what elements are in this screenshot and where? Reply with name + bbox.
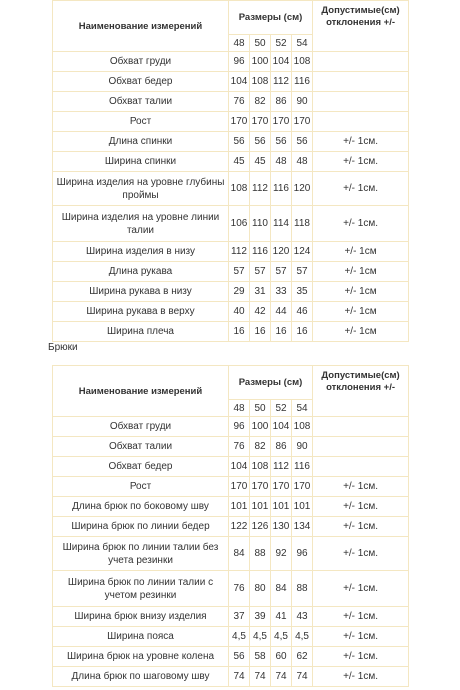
tolerance-value: +/- 1см. bbox=[313, 172, 409, 206]
size-value: 76 bbox=[229, 437, 250, 457]
size-value: 110 bbox=[250, 206, 271, 242]
size-value: 112 bbox=[271, 72, 292, 92]
size-value: 170 bbox=[292, 112, 313, 132]
size-value: 118 bbox=[292, 206, 313, 242]
measurement-name: Длина брюк по боковому шву bbox=[53, 497, 229, 517]
shirt-size-table bbox=[52, 0, 409, 342]
table-row bbox=[53, 132, 409, 152]
size-value: 104 bbox=[271, 52, 292, 72]
size-value: 48 bbox=[292, 152, 313, 172]
size-value: 40 bbox=[229, 302, 250, 322]
size-value: 16 bbox=[229, 322, 250, 342]
pants-size-table bbox=[52, 365, 409, 687]
measurement-name: Ширина рукава в верху bbox=[53, 302, 229, 322]
tolerance-value bbox=[313, 72, 409, 92]
table-row bbox=[53, 206, 409, 242]
size-value: 101 bbox=[292, 497, 313, 517]
measurement-name: Обхват бедер bbox=[53, 457, 229, 477]
table-row bbox=[53, 417, 409, 437]
size-value: 96 bbox=[229, 417, 250, 437]
size-value: 96 bbox=[292, 537, 313, 571]
table-row bbox=[53, 607, 409, 627]
size-value: 112 bbox=[271, 457, 292, 477]
size-column-header: 48 bbox=[229, 400, 250, 417]
size-value: 84 bbox=[229, 537, 250, 571]
size-value: 16 bbox=[271, 322, 292, 342]
measurement-name: Ширина брюк по линии талии с учетом резинки bbox=[53, 571, 229, 607]
table-row bbox=[53, 282, 409, 302]
size-value: 41 bbox=[271, 607, 292, 627]
measurement-name: Ширина изделия в низу bbox=[53, 242, 229, 262]
tolerance-value: +/- 1см. bbox=[313, 627, 409, 647]
size-value: 80 bbox=[250, 571, 271, 607]
size-value: 92 bbox=[271, 537, 292, 571]
tolerance-value bbox=[313, 52, 409, 72]
size-value: 46 bbox=[292, 302, 313, 322]
table-row bbox=[53, 647, 409, 667]
measurement-name: Обхват груди bbox=[53, 52, 229, 72]
measurement-name: Ширина брюк внизу изделия bbox=[53, 607, 229, 627]
size-value: 170 bbox=[229, 477, 250, 497]
tolerance-value: +/- 1см bbox=[313, 322, 409, 342]
measurement-name: Рост bbox=[53, 477, 229, 497]
measurement-name: Ширина плеча bbox=[53, 322, 229, 342]
tolerance-value bbox=[313, 92, 409, 112]
size-value: 45 bbox=[250, 152, 271, 172]
tolerance-value: +/- 1см bbox=[313, 282, 409, 302]
table-row bbox=[53, 172, 409, 206]
column-header-sizes: Размеры (см) bbox=[229, 1, 313, 35]
size-value: 116 bbox=[292, 72, 313, 92]
size-value: 4,5 bbox=[229, 627, 250, 647]
table-row bbox=[53, 52, 409, 72]
size-value: 48 bbox=[271, 152, 292, 172]
size-value: 108 bbox=[292, 417, 313, 437]
tolerance-value bbox=[313, 112, 409, 132]
measurement-name: Ширина изделия на уровне глубины проймы bbox=[53, 172, 229, 206]
size-value: 74 bbox=[250, 667, 271, 687]
size-value: 120 bbox=[271, 242, 292, 262]
size-value: 101 bbox=[229, 497, 250, 517]
tolerance-value: +/- 1см. bbox=[313, 206, 409, 242]
table-row bbox=[53, 517, 409, 537]
measurement-name: Обхват талии bbox=[53, 92, 229, 112]
size-value: 120 bbox=[292, 172, 313, 206]
size-value: 104 bbox=[229, 457, 250, 477]
tolerance-value: +/- 1см. bbox=[313, 571, 409, 607]
column-header-sizes: Размеры (см) bbox=[229, 366, 313, 400]
size-value: 114 bbox=[271, 206, 292, 242]
size-value: 112 bbox=[229, 242, 250, 262]
size-value: 84 bbox=[271, 571, 292, 607]
size-value: 104 bbox=[271, 417, 292, 437]
measurement-name: Длина брюк по шаговому шву bbox=[53, 667, 229, 687]
size-value: 37 bbox=[229, 607, 250, 627]
measurement-name: Обхват талии bbox=[53, 437, 229, 457]
table-row bbox=[53, 72, 409, 92]
size-value: 90 bbox=[292, 92, 313, 112]
size-value: 56 bbox=[229, 132, 250, 152]
size-value: 170 bbox=[250, 112, 271, 132]
size-value: 116 bbox=[271, 172, 292, 206]
size-value: 43 bbox=[292, 607, 313, 627]
size-value: 57 bbox=[292, 262, 313, 282]
size-value: 88 bbox=[292, 571, 313, 607]
size-column-header: 50 bbox=[250, 35, 271, 52]
tolerance-value: +/- 1см. bbox=[313, 607, 409, 627]
size-value: 57 bbox=[250, 262, 271, 282]
size-value: 33 bbox=[271, 282, 292, 302]
size-value: 112 bbox=[250, 172, 271, 206]
tolerance-value: +/- 1см bbox=[313, 242, 409, 262]
size-value: 116 bbox=[292, 457, 313, 477]
tolerance-value: +/- 1см. bbox=[313, 667, 409, 687]
size-value: 134 bbox=[292, 517, 313, 537]
size-value: 126 bbox=[250, 517, 271, 537]
size-value: 100 bbox=[250, 417, 271, 437]
table-row bbox=[53, 437, 409, 457]
table-row bbox=[53, 112, 409, 132]
size-column-header: 50 bbox=[250, 400, 271, 417]
size-value: 106 bbox=[229, 206, 250, 242]
tolerance-value: +/- 1см. bbox=[313, 517, 409, 537]
tolerance-value: +/- 1см. bbox=[313, 132, 409, 152]
size-column-header: 54 bbox=[292, 35, 313, 52]
size-value: 16 bbox=[292, 322, 313, 342]
size-value: 90 bbox=[292, 437, 313, 457]
size-value: 45 bbox=[229, 152, 250, 172]
size-value: 170 bbox=[250, 477, 271, 497]
measurement-name: Ширина брюк на уровне колена bbox=[53, 647, 229, 667]
table-row bbox=[53, 497, 409, 517]
size-value: 108 bbox=[292, 52, 313, 72]
size-value: 170 bbox=[271, 112, 292, 132]
size-column-header: 52 bbox=[271, 35, 292, 52]
size-value: 56 bbox=[229, 647, 250, 667]
size-column-header: 48 bbox=[229, 35, 250, 52]
table-row bbox=[53, 627, 409, 647]
size-value: 74 bbox=[229, 667, 250, 687]
size-value: 170 bbox=[292, 477, 313, 497]
measurement-name: Обхват груди bbox=[53, 417, 229, 437]
size-value: 35 bbox=[292, 282, 313, 302]
tolerance-value: +/- 1см bbox=[313, 302, 409, 322]
size-value: 56 bbox=[292, 132, 313, 152]
table-row bbox=[53, 302, 409, 322]
size-value: 96 bbox=[229, 52, 250, 72]
size-value: 58 bbox=[250, 647, 271, 667]
size-value: 86 bbox=[271, 437, 292, 457]
tolerance-value: +/- 1см. bbox=[313, 477, 409, 497]
table-row bbox=[53, 92, 409, 112]
column-header-measurement: Наименование измерений bbox=[53, 366, 229, 417]
size-value: 100 bbox=[250, 52, 271, 72]
size-value: 76 bbox=[229, 92, 250, 112]
size-value: 101 bbox=[271, 497, 292, 517]
size-value: 74 bbox=[271, 667, 292, 687]
measurement-name: Ширина рукава в низу bbox=[53, 282, 229, 302]
size-value: 108 bbox=[229, 172, 250, 206]
size-value: 170 bbox=[229, 112, 250, 132]
size-value: 82 bbox=[250, 92, 271, 112]
size-value: 116 bbox=[250, 242, 271, 262]
size-value: 4,5 bbox=[292, 627, 313, 647]
measurement-name: Рост bbox=[53, 112, 229, 132]
tolerance-value: +/- 1см. bbox=[313, 152, 409, 172]
table-row bbox=[53, 667, 409, 687]
size-value: 60 bbox=[271, 647, 292, 667]
size-value: 122 bbox=[229, 517, 250, 537]
tolerance-value bbox=[313, 437, 409, 457]
size-value: 88 bbox=[250, 537, 271, 571]
size-value: 170 bbox=[271, 477, 292, 497]
table-row bbox=[53, 537, 409, 571]
size-value: 56 bbox=[250, 132, 271, 152]
size-value: 74 bbox=[292, 667, 313, 687]
column-header-measurement: Наименование измерений bbox=[53, 1, 229, 52]
measurement-name: Длина рукава bbox=[53, 262, 229, 282]
column-header-tolerance: Допустимые(см) отклонения +/- bbox=[313, 1, 409, 52]
size-value: 130 bbox=[271, 517, 292, 537]
size-value: 42 bbox=[250, 302, 271, 322]
tolerance-value: +/- 1см. bbox=[313, 647, 409, 667]
size-value: 76 bbox=[229, 571, 250, 607]
table-row bbox=[53, 571, 409, 607]
measurement-name: Ширина спинки bbox=[53, 152, 229, 172]
size-value: 16 bbox=[250, 322, 271, 342]
table-row bbox=[53, 262, 409, 282]
size-value: 82 bbox=[250, 437, 271, 457]
table-row bbox=[53, 477, 409, 497]
size-column-header: 52 bbox=[271, 400, 292, 417]
section-label-pants: Брюки bbox=[48, 342, 78, 353]
size-value: 4,5 bbox=[250, 627, 271, 647]
measurement-name: Ширина пояса bbox=[53, 627, 229, 647]
size-column-header: 54 bbox=[292, 400, 313, 417]
size-value: 57 bbox=[271, 262, 292, 282]
measurement-name: Ширина изделия на уровне линии талии bbox=[53, 206, 229, 242]
size-value: 39 bbox=[250, 607, 271, 627]
table-row bbox=[53, 322, 409, 342]
tolerance-value: +/- 1см. bbox=[313, 537, 409, 571]
tolerance-value bbox=[313, 417, 409, 437]
size-value: 108 bbox=[250, 72, 271, 92]
column-header-tolerance: Допустимые(см) отклонения +/- bbox=[313, 366, 409, 417]
measurement-name: Длина спинки bbox=[53, 132, 229, 152]
tolerance-value: +/- 1см. bbox=[313, 497, 409, 517]
measurement-name: Обхват бедер bbox=[53, 72, 229, 92]
size-value: 101 bbox=[250, 497, 271, 517]
size-value: 62 bbox=[292, 647, 313, 667]
size-value: 104 bbox=[229, 72, 250, 92]
table-row bbox=[53, 242, 409, 262]
size-value: 108 bbox=[250, 457, 271, 477]
size-value: 124 bbox=[292, 242, 313, 262]
table-row bbox=[53, 457, 409, 477]
size-value: 31 bbox=[250, 282, 271, 302]
size-value: 57 bbox=[229, 262, 250, 282]
size-value: 44 bbox=[271, 302, 292, 322]
size-value: 86 bbox=[271, 92, 292, 112]
size-value: 29 bbox=[229, 282, 250, 302]
tolerance-value bbox=[313, 457, 409, 477]
size-value: 4,5 bbox=[271, 627, 292, 647]
size-value: 56 bbox=[271, 132, 292, 152]
measurement-name: Ширина брюк по линии талии без учета резинки bbox=[53, 537, 229, 571]
measurement-name: Ширина брюк по линии бедер bbox=[53, 517, 229, 537]
tolerance-value: +/- 1см bbox=[313, 262, 409, 282]
table-row bbox=[53, 152, 409, 172]
